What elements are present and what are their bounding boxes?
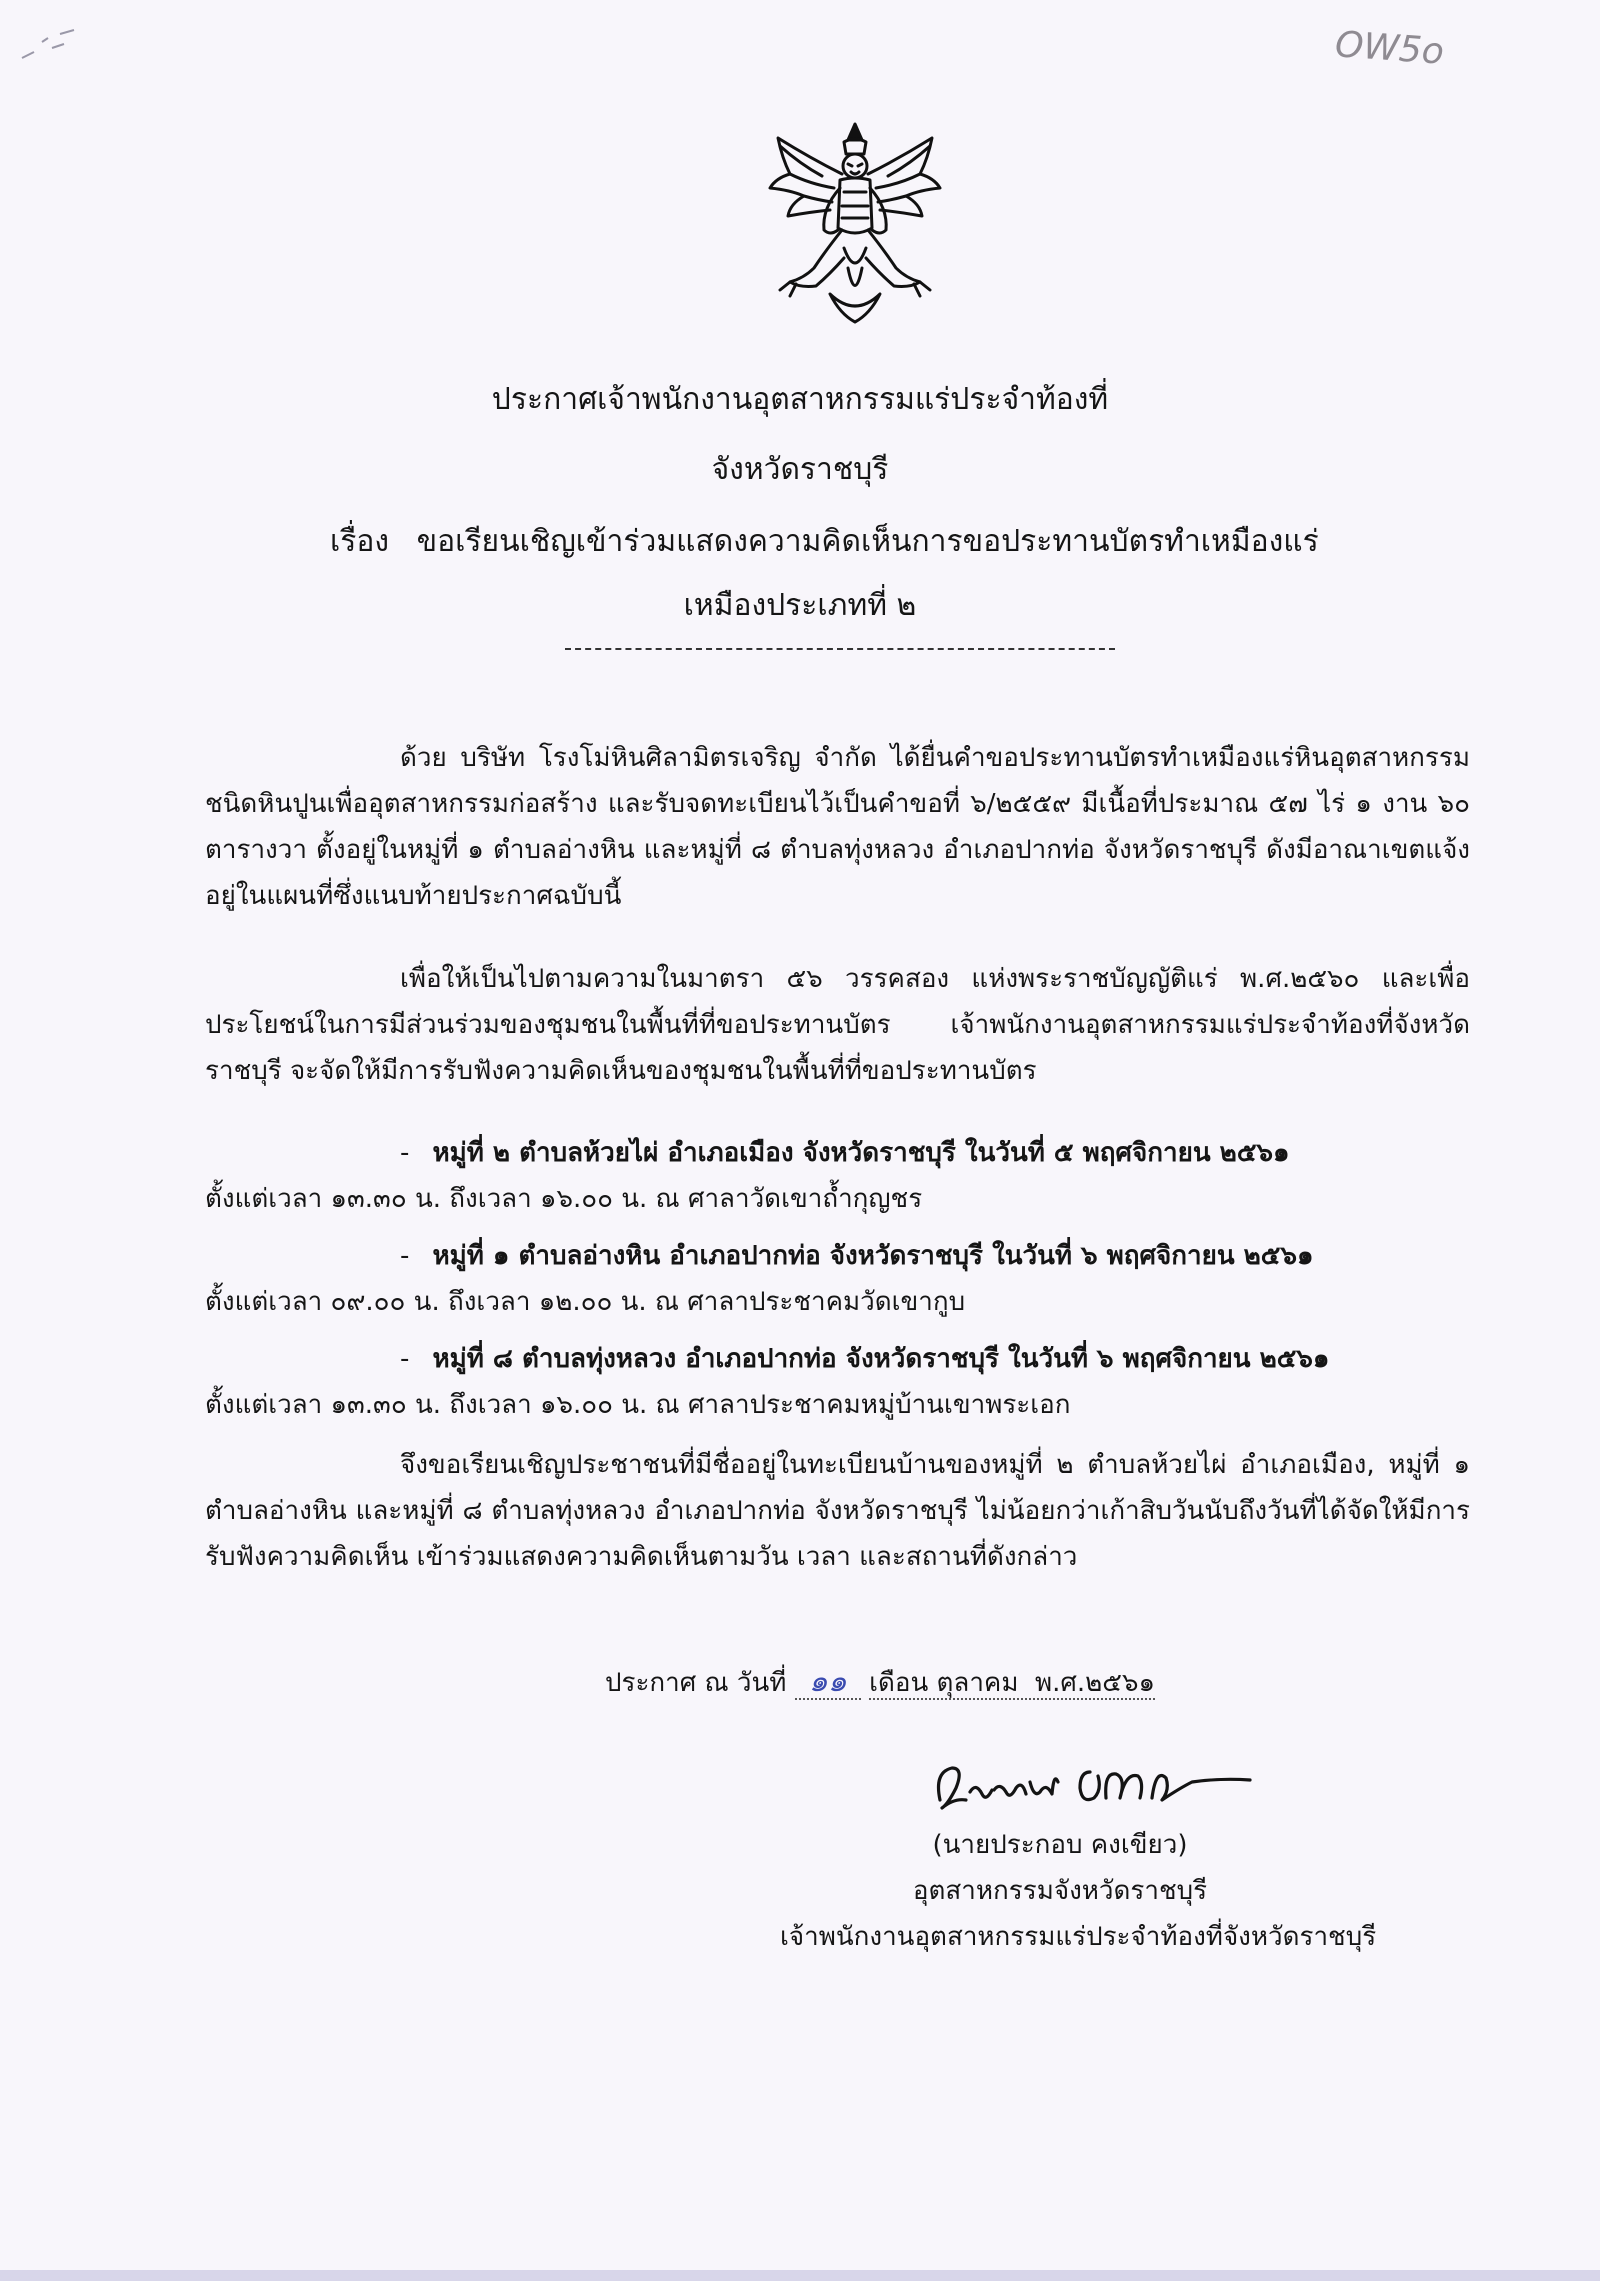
bullet-dash: - — [400, 1344, 410, 1374]
meeting-item — [205, 1130, 1470, 1222]
date-year: พ.ศ.๒๕๖๑ — [1035, 1668, 1155, 1698]
meeting-item — [205, 1233, 1470, 1325]
subject-label: เรื่อง — [330, 524, 390, 559]
signatory-official-title: เจ้าพนักงานอุตสาหกรรมแร่ประจำท้องที่จังหวัดราชบุรี — [780, 1922, 1377, 1952]
title-dashed-divider — [565, 648, 1115, 650]
subject-mine-type: เหมืองประเภทที่ ๒ — [683, 588, 917, 623]
announcement-date — [605, 1658, 1155, 1705]
date-prefix: ประกาศ ณ วันที่ — [605, 1668, 787, 1698]
signature-block — [780, 1822, 1377, 1960]
signatory-position: อุตสาหกรรมจังหวัดราชบุรี — [912, 1876, 1208, 1906]
date-month-label: เดือน — [869, 1668, 929, 1698]
meeting-time-venue: ตั้งแต่เวลา ๐๙.๐๐ น. ถึงเวลา ๑๒.๐๐ น. ณ ศาลาประชาคมวัดเขากูบ — [205, 1287, 966, 1317]
meeting-location-date: หมู่ที่ ๑ ตำบลอ่างหิน อำเภอปากท่อ จังหวัดราชบุรี ในวันที่ ๖ พฤศจิกายน ๒๕๖๑ — [432, 1241, 1314, 1271]
meeting-item — [205, 1336, 1470, 1428]
signatory-name: (นายประกอบ คงเขียว) — [932, 1830, 1188, 1860]
announcement-province: จังหวัดราชบุรี — [711, 452, 889, 487]
meeting-time-venue: ตั้งแต่เวลา ๑๓.๓๐ น. ถึงเวลา ๑๖.๐๐ น. ณ ศาลาวัดเขาถ้ำกุญชร — [205, 1184, 923, 1214]
corner-pen-mark — [18, 28, 78, 68]
bullet-dash: - — [400, 1241, 410, 1271]
handwritten-signature — [930, 1742, 1260, 1832]
meeting-location-date: หมู่ที่ ๘ ตำบลทุ่งหลวง อำเภอปากท่อ จังหวัดราชบุรี ในวันที่ ๖ พฤศจิกายน ๒๕๖๑ — [432, 1344, 1330, 1374]
bullet-dash: - — [400, 1138, 410, 1168]
subject-line — [330, 518, 1319, 565]
scan-bottom-edge — [0, 2270, 1600, 2281]
paragraph-invitation: จึงขอเรียนเชิญประชาชนที่มีชื่ออยู่ในทะเบียนบ้านของหมู่ที่ ๒ ตำบลห้วยไผ่ อำเภอเมือง, หมู่ที่ ๑ ตำบลอ่างหิน และหมู่ที่ ๘ ตำบลทุ่งหลวง อำเภอปากท่อ จังหวัดราชบุรี ไม่น้อยกว่าเก้าสิบวันนับถึงวันที่ได้จัดให้มีการรับฟังความคิดเห็น เข้าร่วมแสดงความคิดเห็นตามวัน เวลา และสถานที่ดังกล่าว — [205, 1450, 1470, 1572]
announcement-title: ประกาศเจ้าพนักงานอุตสาหกรรมแร่ประจำท้องที่ — [491, 382, 1109, 417]
meeting-time-venue: ตั้งแต่เวลา ๑๓.๓๐ น. ถึงเวลา ๑๖.๐๐ น. ณ ศาลาประชาคมหมู่บ้านเขาพระเอก — [205, 1390, 1071, 1420]
handwritten-reference-note: OW5o — [1333, 24, 1446, 73]
garuda-emblem — [760, 118, 950, 328]
meeting-location-date: หมู่ที่ ๒ ตำบลห้วยไผ่ อำเภอเมือง จังหวัดราชบุรี ในวันที่ ๕ พฤศจิกายน ๒๕๖๑ — [432, 1138, 1290, 1168]
date-day-handwritten: ๑๑ — [808, 1664, 847, 1699]
date-month: ตุลาคม — [936, 1668, 1019, 1698]
paragraph-legal-basis: เพื่อให้เป็นไปตามความในมาตรา ๕๖ วรรคสอง แห่งพระราชบัญญัติแร่ พ.ศ.๒๕๖๐ และเพื่อประโยชน์ในการมีส่วนร่วมของชุมชนในพื้นที่ที่ขอประทานบัตร เจ้าพนักงานอุตสาหกรรมแร่ประจำท้องที่จังหวัดราชบุรี จะจัดให้มีการรับฟังความคิดเห็นของชุมชนในพื้นที่ที่ขอประทานบัตร — [205, 964, 1470, 1086]
paragraph-application: ด้วย บริษัท โรงโม่หินศิลามิตรเจริญ จำกัด ได้ยื่นคำขอประทานบัตรทำเหมืองแร่หินอุตสาหกรรมชนิดหินปูนเพื่ออุตสาหกรรมก่อสร้าง และรับจดทะเบียนไว้เป็นคำขอที่ ๖/๒๕๕๙ มีเนื้อที่ประมาณ ๕๗ ไร่ ๑ งาน ๖๐ ตารางวา ตั้งอยู่ในหมู่ที่ ๑ ตำบลอ่างหิน และหมู่ที่ ๘ ตำบลทุ่งหลวง อำเภอปากท่อ จังหวัดราชบุรี ดังมีอาณาเขตแจ้งอยู่ในแผนที่ซึ่งแนบท้ายประกาศฉบับนี้ — [205, 743, 1470, 911]
subject-text: ขอเรียนเชิญเข้าร่วมแสดงความคิดเห็นการขอประทานบัตรทำเหมืองแร่ — [416, 524, 1319, 559]
